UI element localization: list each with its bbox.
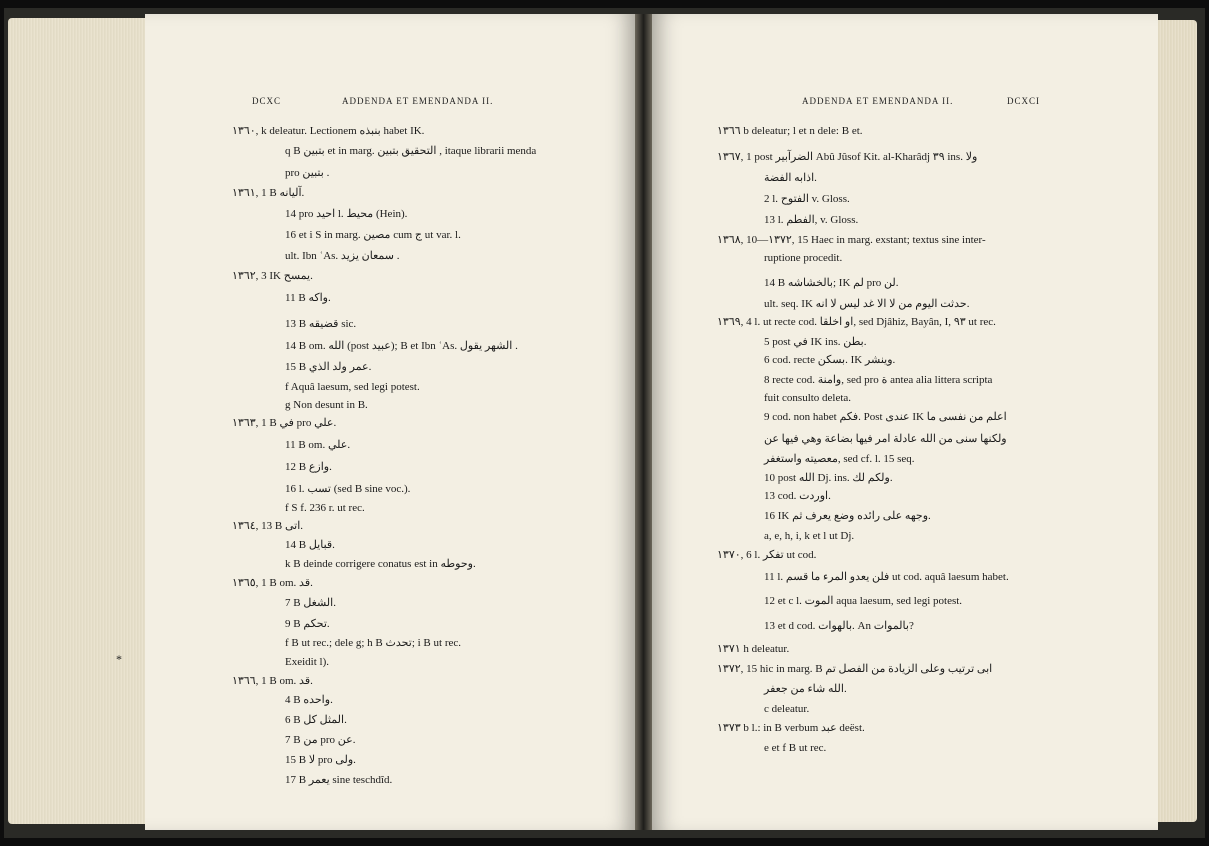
text-line: 11 B ﻭﺍﻛﻪ. [285, 292, 331, 304]
text-line: c deleatur. [764, 703, 810, 715]
text-line: 2 l. ﺍﻟﻔﺘﻮﺡ v. Gloss. [764, 193, 850, 205]
text-line: ١٣٦١, 1 B ﺁﻟﻴﺎﻧﻪ. [232, 187, 305, 199]
text-line: ult. seq. IK ﺣﺪﺛﺖ ﺍﻟﻴﻮﻡ ﻣﻦ ﻻ ﺍﻻ ﻏﺪ ﻟﻴﺲ ﻻ ﺍﻧﻪ. [764, 298, 970, 310]
text-line: 16 IK ﻭﺟﻬﻪ ﻋﻠﻰ ﺭﺍﺋﺪﻩ ﻭﺿﻊ ﻳﻌﺮﻑ ﺛﻢ. [764, 510, 931, 522]
text-line: 13 l. ﺍﻟﻔﻄﻢ, v. Gloss. [764, 214, 859, 226]
text-line: 6 B ﺍﻟﻤﺜﻞ ﻛﻞ. [285, 714, 347, 726]
text-line: 10 post ﺍﻟﻠﻪ Dj. ins. ﻭﻟﻜﻢ ﻟﻚ. [764, 472, 893, 484]
text-line: 4 B ﻭﺍﺣﺪﻩ. [285, 694, 333, 706]
left-page-edges [8, 18, 148, 824]
text-line: k B deinde corrigere conatus est in ﻭﺣﻮﻃﻪ. [285, 558, 476, 570]
text-line: ١٣٦٧, 1 post ﺍﻟﻀﺮﺁﺑﻴﺮ Abû Jûsof Kit. al-Kharâdj ٣٩ ins. ﻭﻻ [717, 151, 978, 163]
running-title-left: ADDENDA ET EMENDANDA II. [342, 96, 494, 106]
text-line: ١٣٦٢, 3 IK ﻳﻤﺴﺢ. [232, 270, 313, 282]
text-line: ١٣٦٤, 13 B ﺍﺗﻰ. [232, 520, 304, 532]
text-line: ﺍﺫﺍﺑﻪ ﺍﻟﻔﻀﺔ. [764, 172, 817, 184]
text-line: ult. Ibn ʿAs. ﺳﻤﻌﺎﻥ ﻳﺰﻳﺪ . [285, 250, 400, 262]
text-line: ١٣٦٣, 1 B ﻓﻲ pro ﻋﻠﻲ. [232, 417, 337, 429]
text-line: ﺍﻟﻠﻪ ﺷﺎﺀ ﻣﻦ ﺟﻌﻔﺮ. [764, 683, 847, 695]
text-line: ١٣٧١ h deleatur. [717, 643, 790, 655]
text-line: 11 l. ﻓﻠﻦ ﻳﻌﺪﻭ ﺍﻟﻤﺮﺀ ﻣﺎ ﻗﺴﻢ ut cod. aquâ laesum habet. [764, 571, 1009, 583]
text-line: 14 B ﻗﺒﺎﻳﻞ. [285, 539, 335, 551]
text-line: 5 post ﻓﻲ IK ins. ﺑﻄﻦ. [764, 336, 867, 348]
text-line: 17 B ﻳﻌﻤﺮ sine teschdîd. [285, 774, 393, 786]
text-line: 14 pro ﺍﺣﻴﺪ l. ﻣﺤﻴﻂ (Hein). [285, 208, 408, 220]
text-line: ١٣٧٠, 6 l. ﺗﻔﻜﺮ ut cod. [717, 549, 817, 561]
text-line: q B ﺑﺘﺒﻴﻦ et in marg. ﺍﻟﺘﺤﻘﻴﻖ ﺑﺘﺒﻴﻦ , itaque librarii menda [285, 145, 537, 157]
text-line: ١٣٦٠, k deleatur. Lectionem ﺑﻨﺒﺬﻩ habet IK. [232, 125, 425, 137]
text-line: 13 B ﻗﻀﻴﻘﻪ sic. [285, 318, 357, 330]
text-line: 12 B ﻭﺍﺯﻉ. [285, 461, 332, 473]
left-page [145, 14, 635, 830]
margin-asterisk: * [116, 652, 122, 666]
text-line: 8 recte cod. ﻭﺍﻣﻨﺔ, sed pro ﺓ antea alia littera scripta [764, 374, 993, 386]
text-line: 7 B ﺍﻟﺸﻐﻞ. [285, 597, 336, 609]
text-line: ١٣٦٨, 10—١٣٧٢, 15 Haec in marg. exstant; textus sine inter- [717, 234, 986, 246]
text-line: ﻭﻟﻜﻨﻬﺎ ﺳﻨﻰ ﻣﻦ ﺍﻟﻠﻪ ﻋﺎﺩﻟﺔ ﺍﻣﺮ ﻓﻴﻬﺎ ﺑﻀﺎﻋﺔ ﻭﻫﻲ ﻓﻴﻬﺎ ﻋﻦ [764, 433, 1007, 445]
text-line: g Non desunt in B. [285, 399, 368, 411]
text-line: Exeidit l). [285, 656, 329, 668]
text-line: 16 l. ﺗﺴﺐ (sed B sine voc.). [285, 483, 411, 495]
text-line: fuit consulto deleta. [764, 392, 852, 404]
text-line: 12 et c l. ﺍﻟﻤﻮﺕ aqua laesum, sed legi potest. [764, 595, 963, 607]
text-line: ١٣٦٦, 1 B om. ﻗﺪ. [232, 675, 313, 687]
text-line: 7 B ﻣﻦ pro ﻋﻦ. [285, 734, 356, 746]
text-line: ١٣٧٣ b l.: in B verbum ﻋﺒﺪ deëst. [717, 722, 865, 734]
text-line: a, e, h, i, k et l ut Dj. [764, 530, 855, 542]
text-line: f S f. 236 r. ut rec. [285, 502, 365, 514]
text-line: 6 cod. recte ﺑﺴﻜﻦ. IK ﻭﻳﻨﺸﺮ. [764, 354, 896, 366]
right-page [652, 14, 1158, 830]
text-line: 15 B ﻻ pro ﻭﻟﻰ. [285, 754, 356, 766]
page-number-right: DCXCI [1007, 96, 1041, 106]
text-line: e et f B ut rec. [764, 742, 827, 754]
text-line: 16 et i S in marg. ﻣﺼﻴﻦ cum ﺝ ut var. l. [285, 229, 461, 241]
text-line: ١٣٦٥, 1 B om. ﻗﺪ. [232, 577, 313, 589]
text-line: 13 et d cod. ﺑﺎﻟﻬﻮﺍﺕ. An ﺑﺎﻟﻤﻮﺍﺕ? [764, 620, 914, 632]
text-line: ﻣﻌﺼﻴﺘﻪ ﻭﺍﺳﺘﻐﻔﺮ, sed cf. l. 15 seq. [764, 453, 915, 465]
text-line: 11 B om. ﻋﻠﻲ. [285, 439, 351, 451]
right-page-edges [1155, 20, 1197, 822]
text-line: f Aquâ laesum, sed legi potest. [285, 381, 420, 393]
text-line: 9 cod. non habet ﻓﻜﻢ. Post ﻋﻨﺪﻯ IK ﺍﻋﻠﻢ ﻣﻦ ﻧﻔﺴﻰ ﻣﺎ [764, 411, 1007, 423]
text-line: 14 B ﺑﺎﻟﺨﺸﺎﺷﻪ; IK ﻟﻢ pro ﻟﻦ. [764, 277, 899, 289]
text-line: 15 B ﻋﻤﺮ ﻭﻟﺪ ﺍﻟﺬﻱ. [285, 361, 372, 373]
text-line: ١٣٧٢, 15 hic in marg. B ﺍﺑﻰ ﺗﺮﺗﻴﺐ ﻭﻋﻠﻰ ﺍﻟﺰﻳﺎﺩﺓ ﻣﻦ ﺍﻟﻔﺼﻞ ﺗﻢ [717, 663, 993, 675]
text-line: 9 B ﺗﺤﻜﻢ. [285, 618, 330, 630]
text-line: pro ﺑﺘﺒﻴﻦ . [285, 167, 330, 179]
book-gutter [635, 14, 652, 830]
text-line: ١٣٦٦ b deleatur; l et n dele: B et. [717, 125, 863, 137]
running-title-right: ADDENDA ET EMENDANDA II. [802, 96, 954, 106]
text-line: ruptione procedit. [764, 252, 843, 264]
text-line: ١٣٦٩, 4 l. ut recte cod. ﺍﻭ ﺍﺧﻠﻘﺎ, sed Djâhiz, Bayân, I, ٩٣ ut rec. [717, 316, 996, 328]
text-line: 14 B om. ﺍﻟﻠﻪ (post ﻋﺒﻴﺪ); B et Ibn ʿAs. ﺍﻟﺸﻬﺮ ﻳﻘﻮﻝ . [285, 340, 518, 352]
text-line: f B ut rec.; dele g; h B ﺗﺤﺪﺙ; i B ut rec. [285, 637, 461, 649]
page-number-left: DCXC [252, 96, 282, 106]
text-line: 13 cod. ﺍﻭﺭﺩﺕ. [764, 490, 831, 502]
